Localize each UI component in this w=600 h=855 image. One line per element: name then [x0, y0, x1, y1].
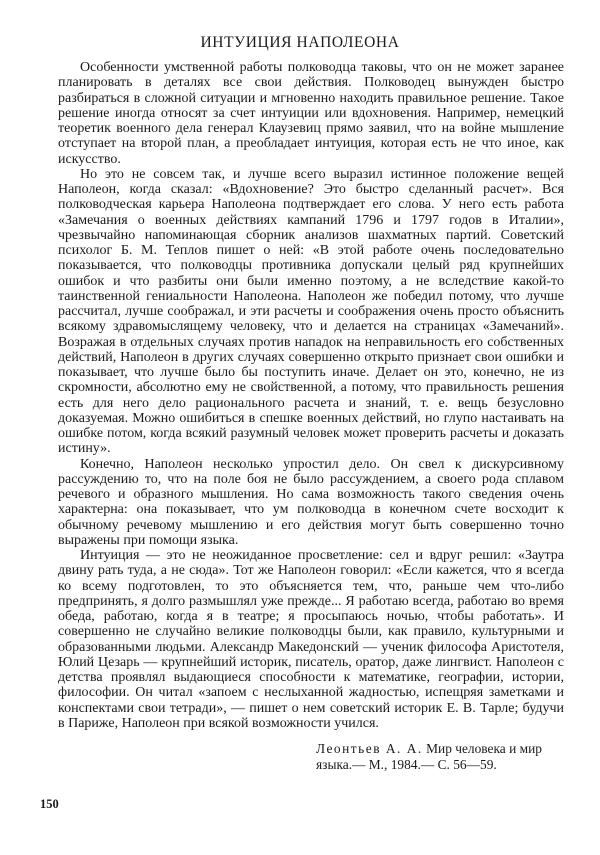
source-citation [316, 741, 566, 772]
article-body [58, 60, 564, 731]
paragraph-2: Но это не совсем так, и лучше всего выразил истинное положение вещей Наполеон, когда сказал: «Вдохновение? Это быстро сделанный расчет». Вся полководческая карьера Наполеона подтверждает его слова. У него есть работа «Замечания о военных действиях кампаний 1796 и 1797 годов в Италии», чрезвычайно напоминающая сборник анализов шахматных партий. Советский психолог Б. М. Теплов пишет о ней: «В этой работе очень последовательно показывается, что полководцы противника допускали целый ряд крупнейших ошибок и что разбиты они были именно поэтому, а не вследствие какой-то таинственной гениальности Наполеона. Наполеон же победил потому, что лучше рассчитал, лучше соображал, и эти расчеты и соображения очень просто объяснить всякому здравомыслящему человеку, что и делается на страницах «Замечаний». Возражая в отдельных случаях против нападок на неправильность его собственных действий, Наполеон в других случаях совершенно открыто признает свои ошибки и показывает, что лучше было бы поступить иначе. Делает он это, конечно, не из скромности, абсолютно ему не свойственной, а потому, что правильность решения есть для него дело рационального расчета и знаний, т. е. вещь безусловно доказуемая. Можно ошибиться в спешке военных действий, но глупо настаивать на ошибке потом, когда всякий разумный человек может проверить расчеты и доказать истину». [58, 166, 564, 457]
page-number: 150 [40, 797, 59, 811]
paragraph-3: Конечно, Наполеон несколько упростил дело. Он свел к дискурсивному рассуждению то, что на поле боя не было рассуждением, а своего рода сплавом речевого и образного мышления. Но сама возможность такого сведения очень характерна: она показывает, что ум полководца в конечном счете восходит к обычному речевому мышлению и его действия могут быть совершенно точно выражены при помощи языка. [58, 456, 564, 548]
source-work: Мир человека и мир языка.— М., 1984.— С. 56—59. [316, 741, 542, 772]
page-title: ИНТУИЦИЯ НАПОЛЕОНА [200, 34, 400, 51]
paragraph-4: Интуиция — это не неожиданное просветление: сел и вдруг решил: «Заутра двину рать туда, а не сюда». Тот же Наполеон говорил: «Если кажется, что я всегда ко всему подготовлен, то это объясняется тем, что, раньше чем что-либо предпринять, я долго размышлял уже прежде... Я работаю всегда, работаю во время обеда, работаю, когда я в театре; я просыпаюсь ночью, чтобы работать». И совершенно не случайно великие полководцы были, как правило, культурными и образованными людьми. Александр Македонский — ученик философа Аристотеля, Юлий Цезарь — крупнейший историк, писатель, оратор, даже лингвист. Наполеон с детства проявлял выдающиеся способности к математике, географии, истории, философии. Он читал «запоем с неслыханной жадностью, испещряя заметками и конспектами свои тетради», — пишет о нем советский историк Е. В. Тарле; будучи в Париже, Наполеон при всякой возможности учился. [58, 548, 564, 731]
paragraph-1: Особенности умственной работы полководца таковы, что он не может заранее планировать в деталях все свои действия. Полководец вынужден быстро разбираться в сложной ситуации и мгновенно находить правильное решение. Такое решение иногда относят за счет интуиции или вдохновения. Например, немецкий теоретик военного дела генерал Клаузевиц прямо заявил, что на войне мышление отступает на второй план, а преобладает интуиция, которая есть не что иное, как искусство. [58, 60, 564, 167]
source-author: Леонтьев А. А. [316, 741, 423, 756]
